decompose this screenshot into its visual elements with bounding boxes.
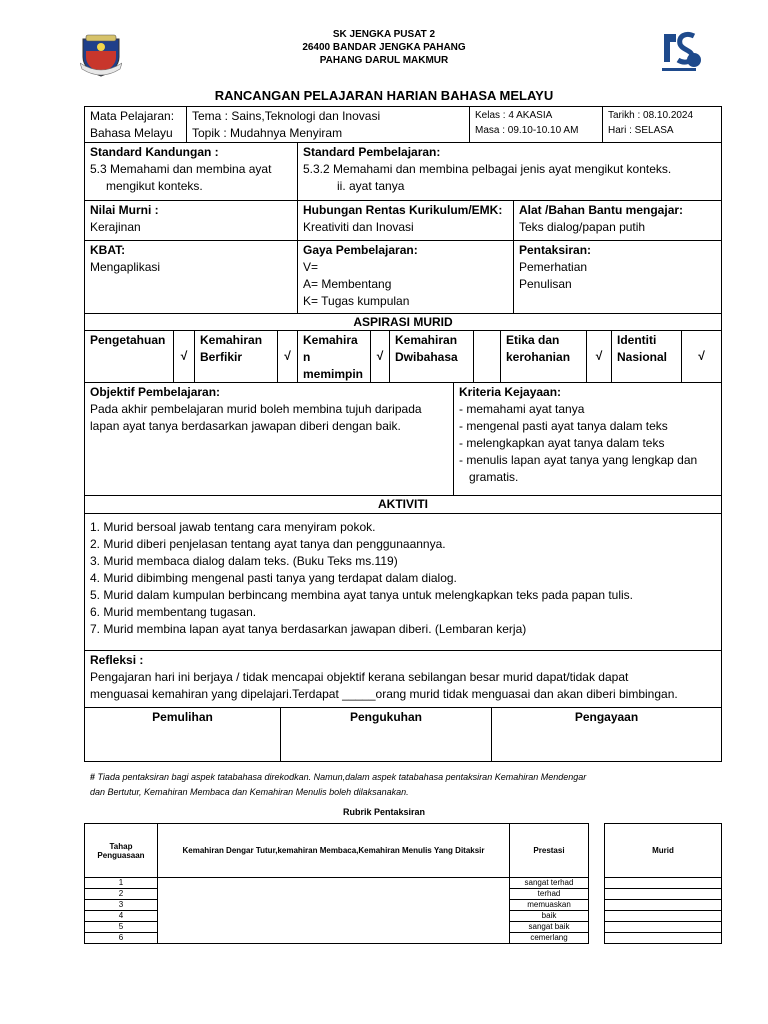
subject-label: Mata Pelajaran: <box>90 109 175 123</box>
aspirasi-heading-row <box>85 314 721 331</box>
rubrik-col-tahap <box>85 824 158 878</box>
standard-kandungan-line2: mengikut konteks. <box>106 179 203 193</box>
refleksi-row <box>85 651 721 708</box>
hari-text: Hari : SELASA <box>608 125 674 136</box>
kelas-cell <box>470 107 603 142</box>
rubrik-tahap: 1 <box>85 878 158 889</box>
rubrik-header-row <box>85 824 722 878</box>
aspirasi-etika <box>501 331 587 382</box>
rubrik-prestasi: cemerlang <box>510 933 589 944</box>
aspirasi-identiti-label-1: Identiti <box>617 333 657 347</box>
pentaksiran-1: Pemerhatian <box>519 260 588 274</box>
standard-kandungan-line1: 5.3 Memahami dan membina ayat <box>90 162 272 176</box>
kbat-value: Mengaplikasi <box>90 260 161 274</box>
rubrik-title: Rubrik Pentaksiran <box>342 807 426 817</box>
aspirasi-identiti-label-2: Nasional <box>617 350 668 364</box>
school-address-2: PAHANG DARUL MAKMUR <box>319 55 449 66</box>
aspirasi-memimpin-label-1: Kemahira <box>303 333 358 347</box>
tema-text: Tema : Sains,Teknologi dan Inovasi <box>192 109 381 123</box>
aspirasi-dwibahasa-label-1: Kemahiran <box>395 333 458 347</box>
nilai-row <box>85 201 721 241</box>
rubrik-prestasi: memuaskan <box>510 900 589 911</box>
objektif-line1: Pada akhir pembelajaran murid boleh membina tujuh daripada <box>90 402 422 416</box>
rubrik-tahap: 6 <box>85 933 158 944</box>
pentaksiran-cell <box>514 241 721 313</box>
gaya-v: V= <box>303 260 319 274</box>
aspirasi-dwibahasa-label-2: Dwibahasa <box>395 350 458 364</box>
nilai-value: Kerajinan <box>90 220 141 234</box>
rubrik-prestasi: baik <box>510 911 589 922</box>
subject-value: Bahasa Melayu <box>90 126 173 140</box>
refleksi-line1: Pengajaran hari ini berjaya / tidak mencapai objektif kerana sebilangan besar murid dapat/tidak dapat <box>90 670 629 684</box>
aktiviti-row <box>85 514 721 651</box>
abm-cell <box>514 201 721 240</box>
emk-value: Kreativiti dan Inovasi <box>303 220 414 234</box>
aktiviti-item: 7. Murid membina lapan ayat tanya berdasarkan jawapan diberi. (Lembaran kerja) <box>90 622 527 636</box>
school-header <box>0 28 768 67</box>
rubrik-gap <box>589 889 605 900</box>
aspirasi-identiti-tick: √ <box>698 349 705 363</box>
aspirasi-berfikir-tick: √ <box>278 331 298 382</box>
rubrik-gap <box>589 922 605 933</box>
standard-pembelajaran-line2: ii. ayat tanya <box>337 179 405 193</box>
aktiviti-item: 4. Murid dibimbing mengenal pasti tanya yang terdapat dalam dialog. <box>90 571 457 585</box>
pengayaan-cell: Pengayaan <box>574 710 639 724</box>
gaya-k: K= Tugas kumpulan <box>303 294 410 308</box>
rubrik-kemahiran-cell <box>158 878 510 944</box>
rubrik-gap <box>589 933 605 944</box>
rubrik-murid <box>605 900 722 911</box>
rubrik-tahap: 3 <box>85 900 158 911</box>
topik-text: Topik : Mudahnya Menyiram <box>192 126 343 140</box>
gaya-label: Gaya Pembelajaran: <box>303 243 418 257</box>
footnote <box>90 770 690 800</box>
standard-kandungan-cell <box>85 143 298 200</box>
aspirasi-etika-tick: √ <box>587 331 612 382</box>
aktiviti-item: 2. Murid diberi penjelasan tentang ayat tanya dan penggunaannya. <box>90 537 446 551</box>
rubrik-gap <box>589 878 605 889</box>
aspirasi-pengetahuan <box>85 331 174 382</box>
aspirasi-memimpin-label-2: n <box>303 350 311 364</box>
objektif-row <box>85 383 721 496</box>
aspirasi-berfikir-label-2: Berfikir <box>200 350 243 364</box>
aktiviti-heading-row <box>85 496 721 514</box>
aktiviti-item: 1. Murid bersoal jawab tentang cara menyiram pokok. <box>90 520 376 534</box>
rubrik-tahap: 2 <box>85 889 158 900</box>
aktiviti-item: 3. Murid membaca dialog dalam teks. (Buku Teks ms.119) <box>90 554 398 568</box>
standard-kandungan-label: Standard Kandungan : <box>90 145 219 159</box>
pentaksiran-2: Penulisan <box>519 277 572 291</box>
gaya-cell <box>298 241 514 313</box>
footnote-line1: Tiada pentaksiran bagi aspek tatabahasa direkodkan. Namun,dalam aspek tatabahasa pentaksiran Kemahiran Mendengar <box>95 772 587 782</box>
rubrik-prestasi: sangat baik <box>510 922 589 933</box>
subject-cell <box>85 107 187 142</box>
kriteria-label: Kriteria Kejayaan: <box>459 385 562 399</box>
rubrik-murid <box>605 889 722 900</box>
pemulihan-cell: Pemulihan <box>85 708 281 761</box>
school-address-1: 26400 BANDAR JENGKA PAHANG <box>302 42 466 53</box>
aspirasi-pengetahuan-label: Pengetahuan <box>90 333 166 347</box>
emk-label: Hubungan Rentas Kurikulum/EMK: <box>303 203 503 217</box>
kriteria-item: - menulis lapan ayat tanya yang lengkap dan <box>459 453 698 467</box>
refleksi-cell <box>85 651 721 707</box>
tarikh-cell <box>603 107 721 142</box>
aspirasi-etika-label-2: kerohanian <box>506 350 571 364</box>
objektif-line2: lapan ayat tanya berdasarkan jawapan diberi dengan baik. <box>90 419 401 433</box>
aktiviti-item: 6. Murid membentang tugasan. <box>90 605 257 619</box>
rubrik-prestasi: sangat terhad <box>510 878 589 889</box>
refleksi-label: Refleksi : <box>90 653 144 667</box>
tarikh-text: Tarikh : 08.10.2024 <box>608 110 694 121</box>
page-title: RANCANGAN PELAJARAN HARIAN BAHASA MELAYU <box>214 88 554 103</box>
rubrik-table <box>84 823 722 944</box>
rubrik-tahap: 4 <box>85 911 158 922</box>
aspirasi-memimpin-tick: √ <box>371 331 390 382</box>
objektif-label: Objektif Pembelajaran: <box>90 385 221 399</box>
aspirasi-berfikir <box>195 331 278 382</box>
rubrik-gap <box>589 824 605 878</box>
aktiviti-list <box>85 514 721 650</box>
kbat-cell <box>85 241 298 313</box>
kriteria-item: - mengenal pasti ayat tanya dalam teks <box>459 419 668 433</box>
nilai-label: Nilai Murni : <box>90 203 159 217</box>
aspirasi-dwibahasa-tick-empty <box>474 331 501 382</box>
followup-row <box>85 708 721 761</box>
rubrik-col-prestasi: Prestasi <box>510 824 589 878</box>
info-row <box>85 107 721 143</box>
rubrik-murid <box>605 878 722 889</box>
footnote-mark: # <box>90 772 96 782</box>
kriteria-item: - melengkapkan ayat tanya dalam teks <box>459 436 665 450</box>
standard-pembelajaran-line1: 5.3.2 Memahami dan membina pelbagai jenis ayat mengikut konteks. <box>303 162 672 176</box>
kriteria-item: - memahami ayat tanya <box>459 402 585 416</box>
rubrik-col-kemahiran: Kemahiran Dengar Tutur,kemahiran Membaca,Kemahiran Menulis Yang Ditaksir <box>158 824 510 878</box>
aspirasi-row <box>85 331 721 383</box>
rubrik-murid <box>605 922 722 933</box>
standard-row <box>85 143 721 201</box>
aspirasi-pengetahuan-tick: √ <box>174 331 195 382</box>
aspirasi-etika-label-1: Etika dan <box>506 333 560 347</box>
aspirasi-dwibahasa <box>390 331 474 382</box>
standard-pembelajaran-label: Standard Pembelajaran: <box>303 145 441 159</box>
abm-value: Teks dialog/papan putih <box>519 220 646 234</box>
aspirasi-berfikir-label-1: Kemahiran <box>200 333 263 347</box>
kriteria-cell <box>454 383 721 495</box>
emk-cell <box>298 201 514 240</box>
refleksi-line2: menguasai kemahiran yang dipelajari.Terdapat _____orang murid tidak menguasai dan akan diberi bimbingan. <box>90 687 678 701</box>
tema-cell <box>187 107 470 142</box>
kriteria-item: gramatis. <box>469 470 519 484</box>
rubrik-col-murid: Murid <box>605 824 722 878</box>
aspirasi-heading: ASPIRASI MURID <box>353 315 453 329</box>
rubrik-murid <box>605 911 722 922</box>
rubrik-prestasi: terhad <box>510 889 589 900</box>
rubrik-murid <box>605 933 722 944</box>
rubrik-col-tahap-2: Penguasaan <box>97 850 145 860</box>
rubrik-col-tahap-1: Tahap <box>109 841 133 851</box>
masa-text: Masa : 09.10-10.10 AM <box>475 125 579 136</box>
school-name: SK JENGKA PUSAT 2 <box>332 29 436 40</box>
objektif-cell <box>85 383 454 495</box>
rubrik-tahap: 5 <box>85 922 158 933</box>
lesson-plan-form <box>84 106 722 762</box>
standard-pembelajaran-cell <box>298 143 721 200</box>
rubrik-gap <box>589 900 605 911</box>
aktiviti-item: 5. Murid dalam kumpulan berbincang membina ayat tanya untuk melengkapkan teks pada papan tulis. <box>90 588 633 602</box>
aspirasi-memimpin-label-3: memimpin <box>303 367 364 381</box>
abm-label: Alat /Bahan Bantu mengajar: <box>519 203 684 217</box>
rubrik-gap <box>589 911 605 922</box>
footnote-line2: dan Bertutur, Kemahiran Membaca dan Kemahiran Menulis boleh dilaksanakan. <box>90 787 409 797</box>
kelas-text: Kelas : 4 AKASIA <box>475 110 553 121</box>
aktiviti-heading: AKTIVITI <box>378 497 428 511</box>
pengukuhan-cell: Pengukuhan <box>281 708 492 761</box>
kbat-row <box>85 241 721 314</box>
kbat-label: KBAT: <box>90 243 126 257</box>
aspirasi-memimpin <box>298 331 371 382</box>
pentaksiran-label: Pentaksiran: <box>519 243 592 257</box>
gaya-a: A= Membentang <box>303 277 392 291</box>
rubrik-row <box>85 878 722 889</box>
nilai-cell <box>85 201 298 240</box>
aspirasi-identiti <box>612 331 682 382</box>
